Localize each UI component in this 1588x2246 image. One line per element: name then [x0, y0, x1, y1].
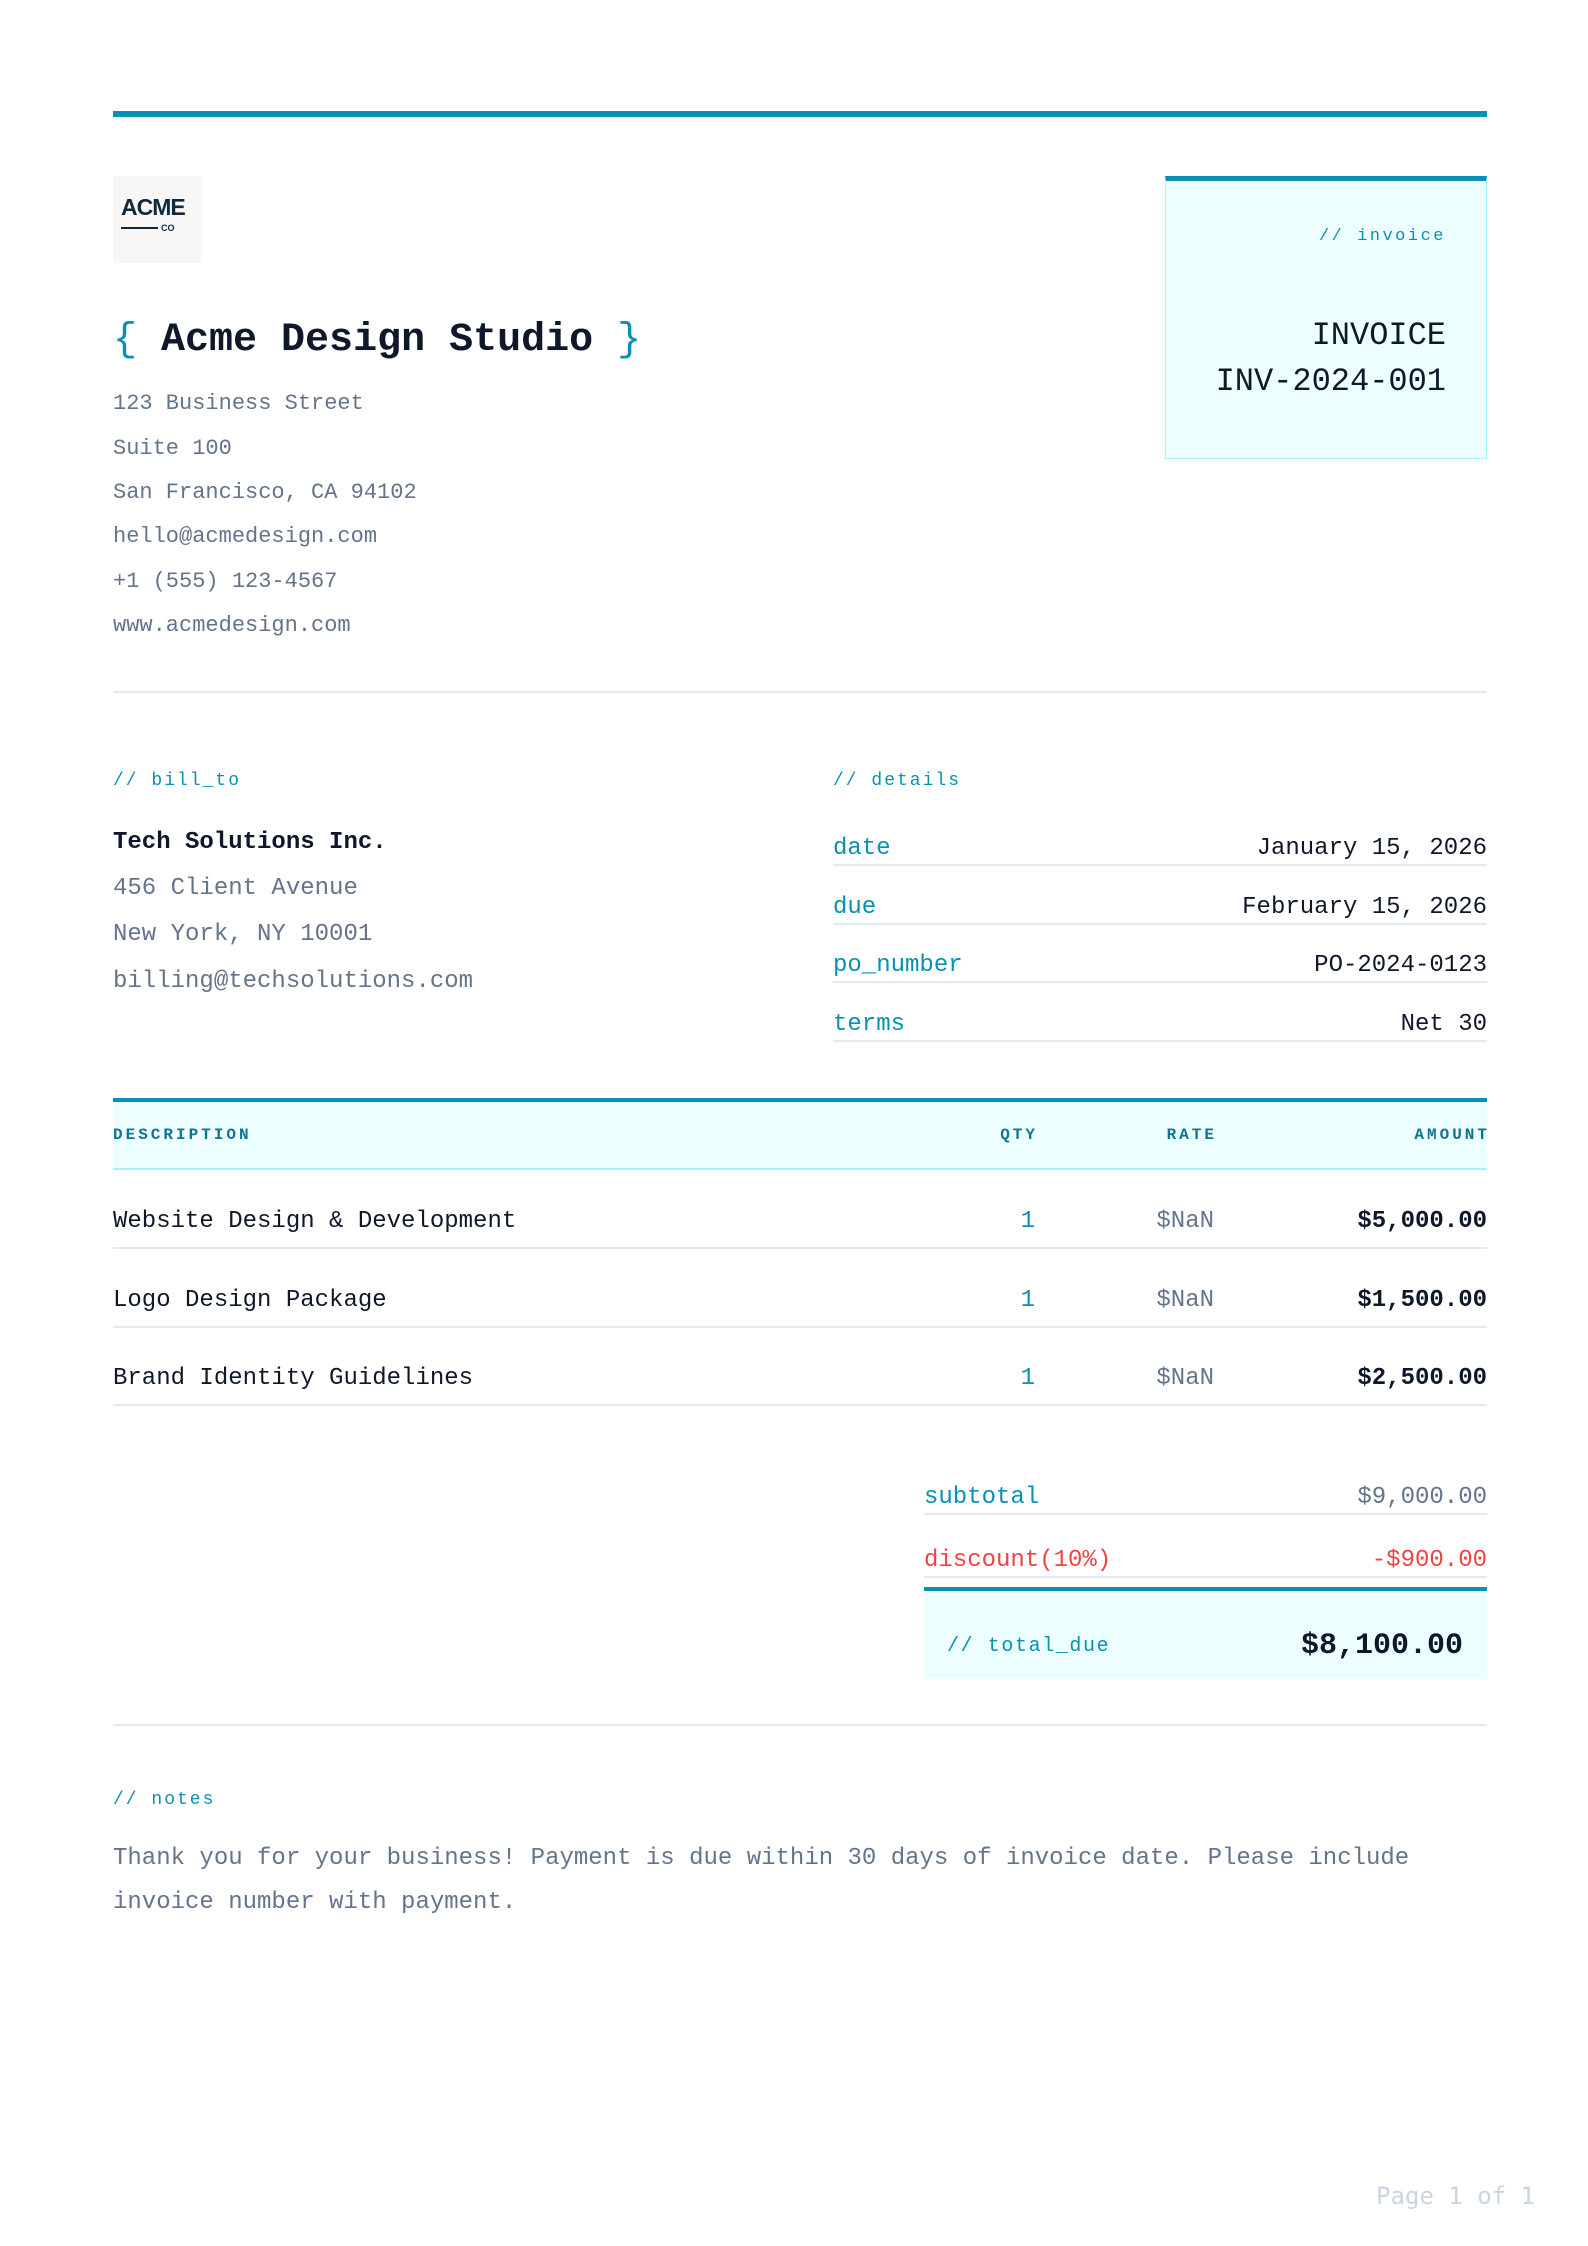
item-qty: 1: [1020, 1287, 1035, 1314]
client-address-line: New York, NY 10001: [113, 921, 373, 948]
item-qty: 1: [1020, 1208, 1035, 1235]
item-rate: $NaN: [1156, 1365, 1214, 1392]
header-rate: RATE: [1166, 1126, 1217, 1144]
discount-label: discount(10%): [924, 1547, 1112, 1574]
company-address-line: Suite 100: [113, 436, 232, 461]
subtotal-label: subtotal: [924, 1484, 1040, 1511]
total-due-label: // total_due: [947, 1635, 1111, 1658]
invoice-label: // invoice: [1318, 227, 1446, 246]
detail-value: PO-2024-0123: [1314, 952, 1487, 979]
company-website: www.acmedesign.com: [113, 613, 351, 638]
brace-open: {: [113, 318, 138, 363]
subtotal-row: [924, 1483, 1487, 1515]
item-amount: $5,000.00: [1357, 1208, 1487, 1235]
notes-text: invoice number with payment.: [113, 1889, 517, 1916]
item-description: Brand Identity Guidelines: [113, 1365, 474, 1392]
company-address-line: San Francisco, CA 94102: [113, 480, 417, 505]
detail-value: January 15, 2026: [1256, 835, 1487, 862]
detail-value: Net 30: [1400, 1011, 1487, 1038]
logo-text: ACME: [121, 194, 185, 220]
item-amount: $2,500.00: [1357, 1365, 1487, 1392]
invoice-title: INVOICE: [1311, 317, 1446, 354]
item-qty: 1: [1020, 1365, 1035, 1392]
detail-row-po-number: [833, 951, 1487, 983]
client-email: billing@techsolutions.com: [113, 968, 474, 995]
logo-underline: [121, 227, 158, 229]
detail-row-terms: [833, 1010, 1487, 1042]
notes-label: // notes: [113, 1790, 216, 1810]
item-amount: $1,500.00: [1357, 1287, 1487, 1314]
table-row: [113, 1286, 1487, 1328]
discount-value: -$900.00: [1371, 1547, 1487, 1574]
item-rate: $NaN: [1156, 1208, 1214, 1235]
header-amount: AMOUNT: [1414, 1126, 1490, 1144]
company-address-line: 123 Business Street: [113, 391, 364, 416]
company-name: [113, 317, 641, 365]
notes-text: Thank you for your business! Payment is due within 30 days of invoice date. Please include: [113, 1845, 1410, 1872]
company-phone: +1 (555) 123-4567: [113, 569, 338, 594]
details-label: // details: [833, 771, 962, 791]
detail-row-due: [833, 893, 1487, 925]
item-rate: $NaN: [1156, 1287, 1214, 1314]
invoice-number: INV-2024-001: [1215, 363, 1446, 400]
detail-key: date: [833, 835, 891, 862]
company-email: hello@acmedesign.com: [113, 524, 378, 549]
top-accent-bar: [113, 111, 1487, 117]
brace-close: }: [617, 318, 642, 363]
item-description: Logo Design Package: [113, 1287, 387, 1314]
company-logo: [113, 176, 202, 263]
detail-value: February 15, 2026: [1242, 894, 1487, 921]
client-name: Tech Solutions Inc.: [113, 829, 387, 856]
bill-to-label: // bill_to: [113, 771, 242, 791]
detail-row-date: [833, 834, 1487, 866]
detail-key: terms: [833, 1011, 906, 1038]
header-qty: QTY: [1000, 1126, 1038, 1144]
item-description: Website Design & Development: [113, 1208, 517, 1235]
client-address-line: 456 Client Avenue: [113, 875, 358, 902]
invoice-box: [1165, 176, 1487, 459]
discount-row: [924, 1546, 1487, 1578]
table-row: [113, 1364, 1487, 1406]
table-header: [113, 1098, 1490, 1170]
detail-key: po_number: [833, 952, 963, 979]
page-number: Page 1 of 1: [1376, 2182, 1535, 2210]
divider: [113, 691, 1487, 693]
total-due-value: $8,100.00: [1300, 1629, 1463, 1663]
total-due-box: [924, 1587, 1487, 1679]
table-row: [113, 1207, 1487, 1249]
subtotal-value: $9,000.00: [1357, 1484, 1487, 1511]
logo-subtext: CO: [161, 223, 175, 233]
header-description: DESCRIPTION: [113, 1126, 252, 1144]
divider: [113, 1724, 1487, 1726]
company-name-text: Acme Design Studio: [161, 318, 594, 363]
detail-key: due: [833, 894, 877, 921]
